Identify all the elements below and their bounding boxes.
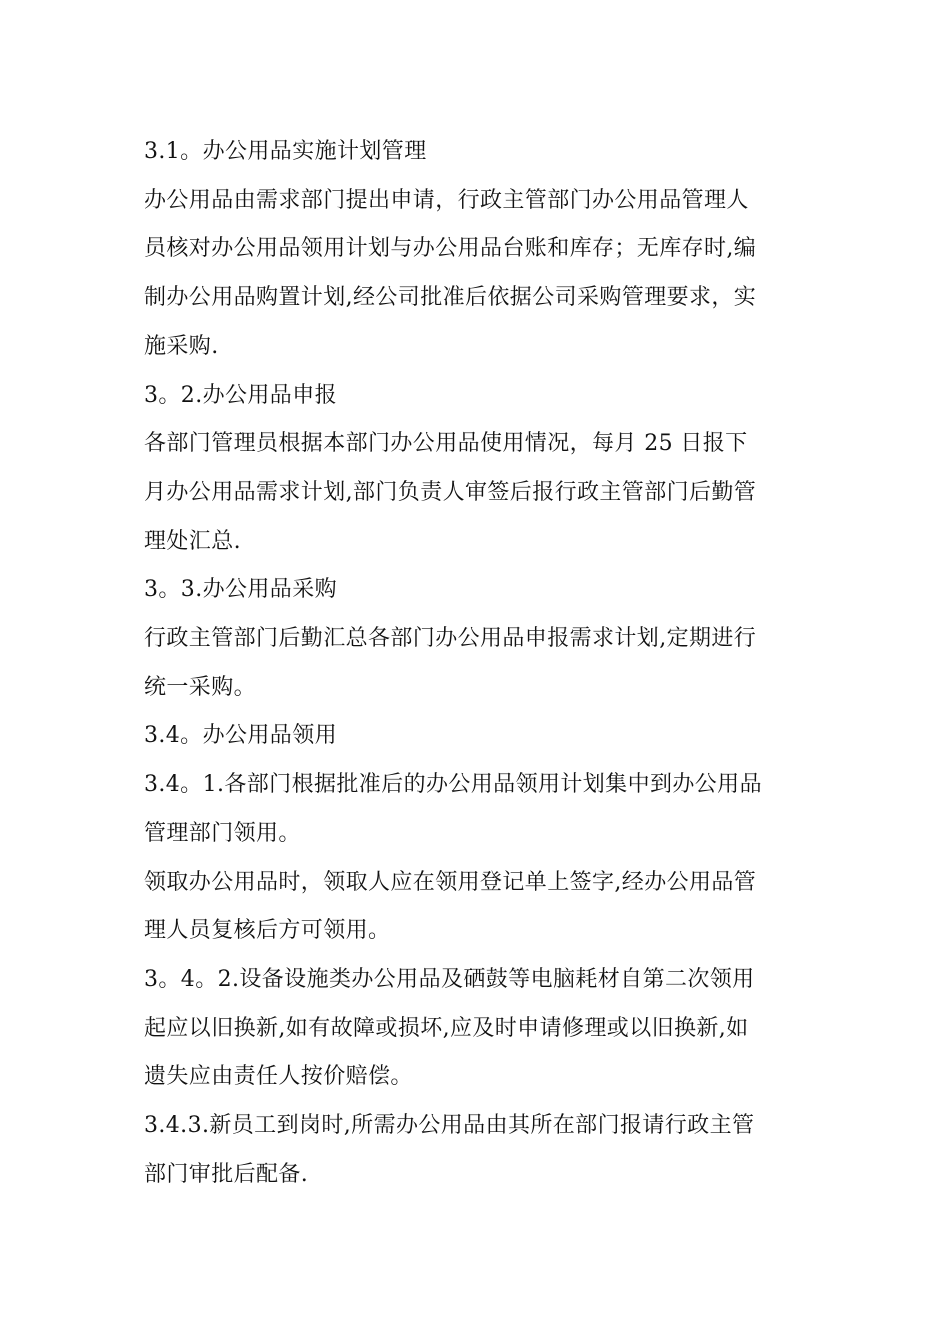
section-heading-3-3 [144, 566, 808, 615]
text-line: 员核对办公用品领用计划与办公用品台账和库存；无库存时,编 [144, 236, 757, 262]
section-heading-3-1 [144, 128, 808, 177]
text-line: 3.1。办公用品实施计划管理 [144, 139, 427, 164]
text-line: 理人员复核后方可领用。 [144, 918, 391, 944]
text-line: 各部门管理员根据本部门办公用品使用情况，每月 25 日报下 [144, 431, 748, 457]
text-line: 施采购. [144, 333, 219, 359]
text-line: 3。3.办公用品采购 [144, 577, 337, 603]
text-line: 3.4.3.新员工到岗时,所需办公用品由其所在部门报请行政主管 [144, 1113, 755, 1139]
text-line: 3。4。2.设备设施类办公用品及硒鼓等电脑耗材自第二次领用 [144, 966, 755, 992]
text-line: 管理部门领用。 [144, 820, 301, 846]
text-line: 3.4。1.各部门根据批准后的办公用品领用计划集中到办公用品 [144, 772, 762, 798]
paragraph-procurement [144, 615, 808, 712]
text-line: 遗失应由责任人按价赔偿。 [144, 1064, 413, 1090]
text-line: 办公用品由需求部门提出申请，行政主管部门办公用品管理人 [144, 187, 749, 213]
text-line: 月办公用品需求计划,部门负责人审签后报行政主管部门后勤管 [144, 479, 757, 505]
document-body [144, 128, 808, 1199]
paragraph-3-4-3 [144, 1102, 808, 1199]
text-line: 统一采购。 [144, 674, 257, 700]
text-line: 领取办公用品时，领取人应在领用登记单上签字,经办公用品管 [144, 869, 757, 895]
text-line: 3。2.办公用品申报 [144, 382, 337, 408]
text-line: 制办公用品购置计划,经公司批准后依据公司采购管理要求，实 [144, 285, 757, 311]
text-line: 3.4。办公用品领用 [144, 723, 337, 749]
text-line: 行政主管部门后勤汇总各部门办公用品申报需求计划,定期进行 [144, 626, 757, 652]
text-line: 起应以旧换新,如有故障或损坏,应及时申请修理或以旧换新,如 [144, 1015, 749, 1041]
paragraph-3-4-2 [144, 956, 808, 1102]
text-line: 理处汇总. [144, 528, 241, 554]
paragraph-declaration [144, 420, 808, 566]
section-heading-3-4 [144, 712, 808, 761]
paragraph-plan-management [144, 177, 808, 372]
paragraph-signing [144, 859, 808, 956]
paragraph-3-4-1 [144, 761, 808, 858]
section-heading-3-2 [144, 372, 808, 421]
text-line: 部门审批后配备. [144, 1161, 309, 1187]
